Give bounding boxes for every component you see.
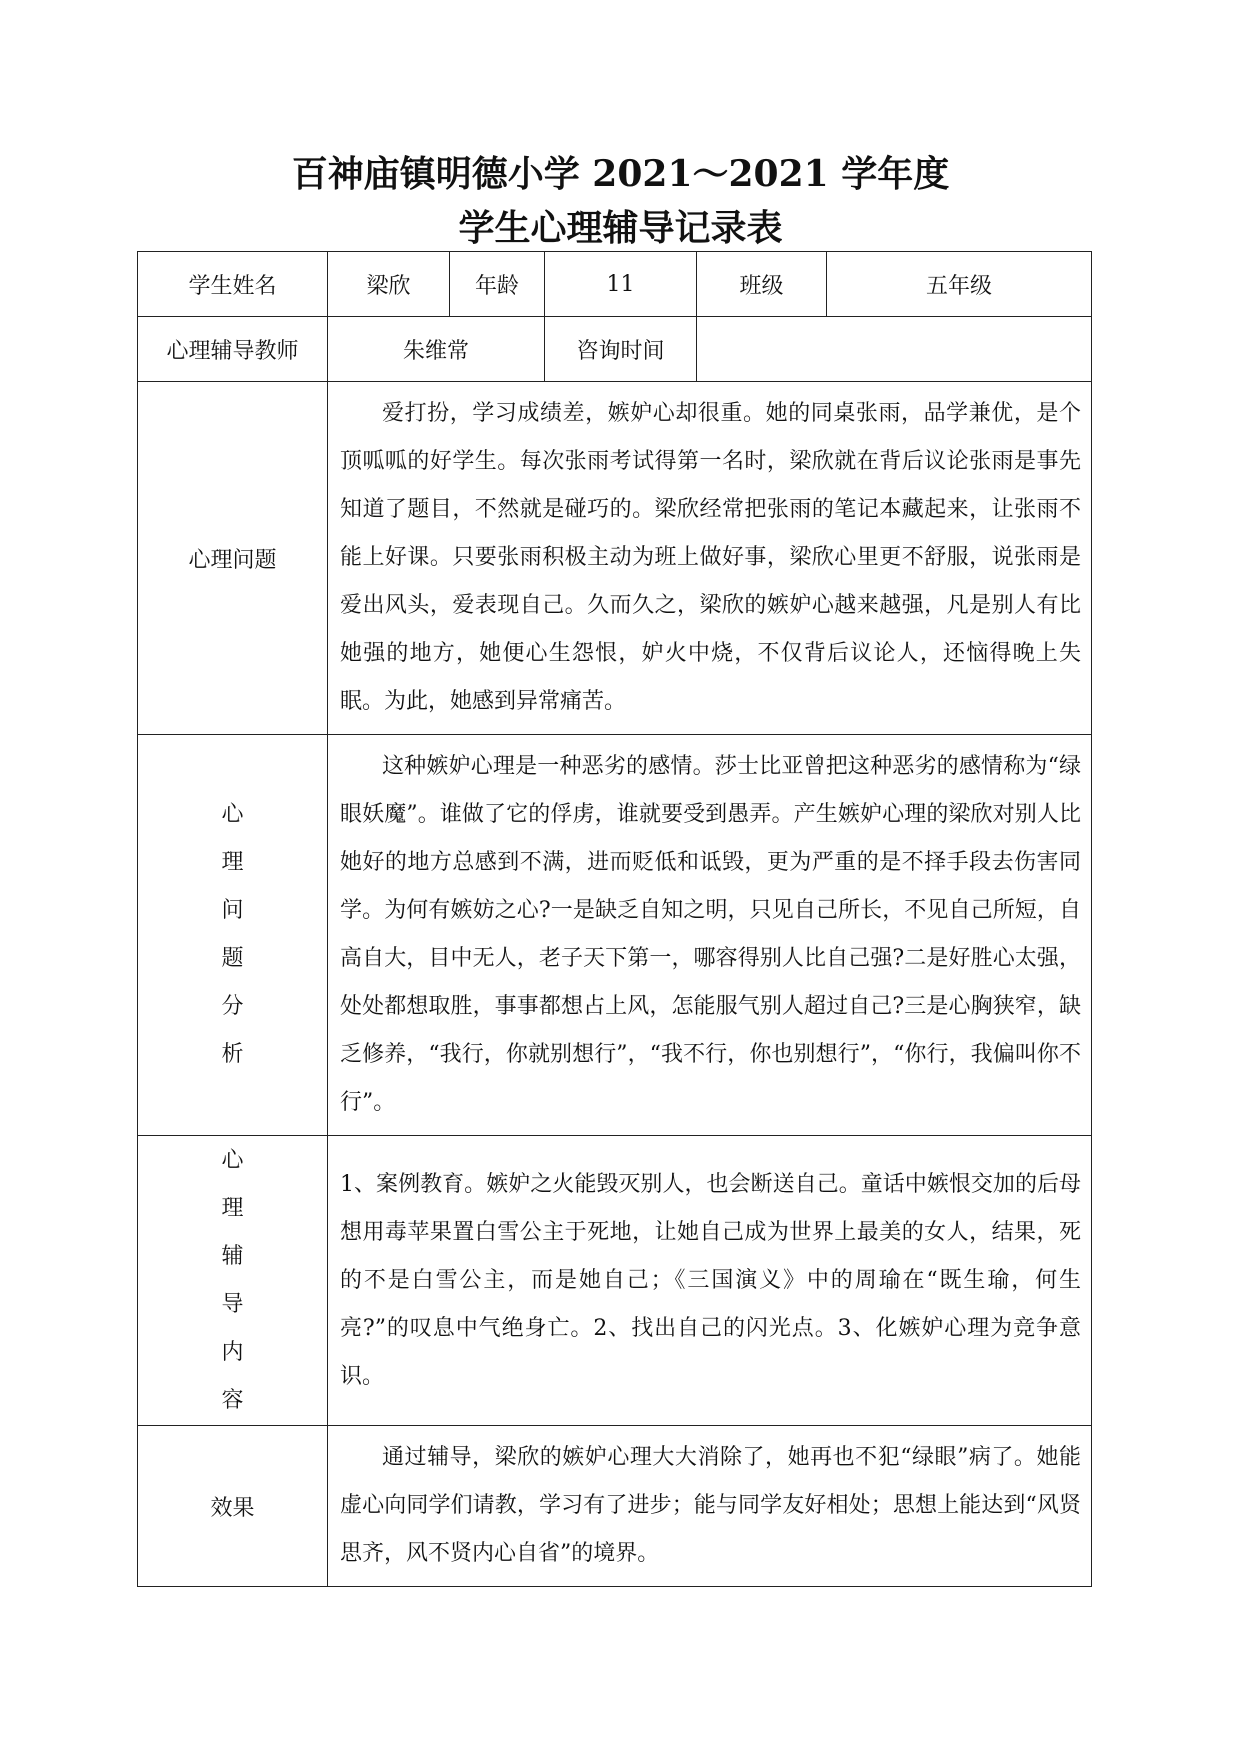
analysis-label-char: 理 (221, 850, 244, 875)
counseling-label-char: 导 (221, 1291, 244, 1317)
counseling-label (138, 1136, 328, 1426)
analysis-text-cell (328, 735, 1092, 1136)
analysis-row (138, 735, 1092, 1136)
counseling-record-table (137, 251, 1092, 1587)
analysis-label-char: 分 (221, 994, 244, 1019)
problem-text-cell (328, 382, 1092, 735)
student-name-label: 学生姓名 (138, 252, 328, 317)
counseling-text-cell (328, 1136, 1092, 1426)
document-subtitle: 学生心理辅导记录表 (458, 207, 783, 249)
analysis-label-char: 心 (221, 802, 244, 827)
effect-row (138, 1426, 1092, 1587)
teacher-label: 心理辅导教师 (138, 317, 328, 382)
analysis-label-char: 问 (221, 898, 244, 923)
counseling-label-char: 容 (221, 1387, 244, 1413)
counseling-text: 1、案例教育。嫉妒之火能毁灭别人，也会断送自己。童话中嫉恨交加的后母想用毒苹果置白雪公主于死地，让她自己成为世界上最美的女人，结果，死的不是白雪公主，而是她自己；《三国演义》中的周瑜在“既生瑜，何生亮?”的叹息中气绝身亡。2、找出自己的闪光点。3、化嫉妒心理为竞争意识。 (340, 1171, 1081, 1389)
consult-time-label: 咨询时间 (545, 317, 697, 382)
analysis-label-char: 析 (221, 1042, 244, 1067)
counseling-label-char: 心 (221, 1147, 244, 1173)
analysis-text: 这种嫉妒心理是一种恶劣的感情。莎士比亚曾把这种恶劣的感情称为“绿眼妖魔”。谁做了它的俘虏，谁就要受到愚弄。产生嫉妒心理的梁欣对别人比她好的地方总感到不满，进而贬低和诋毁，更为严重的是不择手段去伤害同学。为何有嫉妨之心?一是缺乏自知之明，只见自己所长，不见自己所短，自高自大，目中无人，老子天下第一，哪容得别人比自己强?二是好胜心太强，处处都想取胜，事事都想占上风，怎能服气别人超过自己?三是心胸狭窄，缺乏修养，“我行，你就别想行”，“我不行，你也别想行”，“你行，我偏叫你不行”。 (340, 754, 1081, 1115)
problem-label: 心理问题 (138, 382, 328, 735)
effect-text-cell (328, 1426, 1092, 1587)
student-name-value: 梁欣 (328, 252, 450, 317)
effect-text: 通过辅导，梁欣的嫉妒心理大大消除了，她再也不犯“绿眼”病了。她能虚心向同学们请教，学习有了进步；能与同学友好相处；思想上能达到“风贤思齐，风不贤内心自省”的境界。 (340, 1445, 1081, 1566)
age-value: 11 (545, 252, 697, 317)
teacher-info-row (138, 317, 1092, 382)
class-label: 班级 (697, 252, 827, 317)
teacher-value: 朱维常 (328, 317, 545, 382)
effect-label: 效果 (138, 1426, 328, 1587)
counseling-label-char: 内 (221, 1339, 244, 1365)
counseling-label-char: 辅 (221, 1243, 244, 1269)
problem-text: 爱打扮，学习成绩差，嫉妒心却很重。她的同桌张雨，品学兼优，是个顶呱呱的好学生。每次张雨考试得第一名时，梁欣就在背后议论张雨是事先知道了题目，不然就是碰巧的。梁欣经常把张雨的笔记本藏起来，让张雨不能上好课。只要张雨积极主动为班上做好事，梁欣心里更不舒服，说张雨是爱出风头，爱表现自己。久而久之，梁欣的嫉妒心越来越强，凡是别人有比她强的地方，她便心生怨恨，妒火中烧，不仅背后议论人，还恼得晚上失眠。为此，她感到异常痛苦。 (340, 401, 1081, 714)
problem-row (138, 382, 1092, 735)
document-title: 百神庙镇明德小学 2021～2021 学年度 (291, 153, 950, 195)
analysis-label-char: 题 (221, 946, 244, 971)
age-label: 年龄 (450, 252, 545, 317)
counseling-row (138, 1136, 1092, 1426)
consult-time-value (697, 317, 1092, 382)
student-info-row (138, 252, 1092, 317)
class-value: 五年级 (827, 252, 1092, 317)
analysis-label (138, 735, 328, 1136)
counseling-label-char: 理 (221, 1195, 244, 1221)
